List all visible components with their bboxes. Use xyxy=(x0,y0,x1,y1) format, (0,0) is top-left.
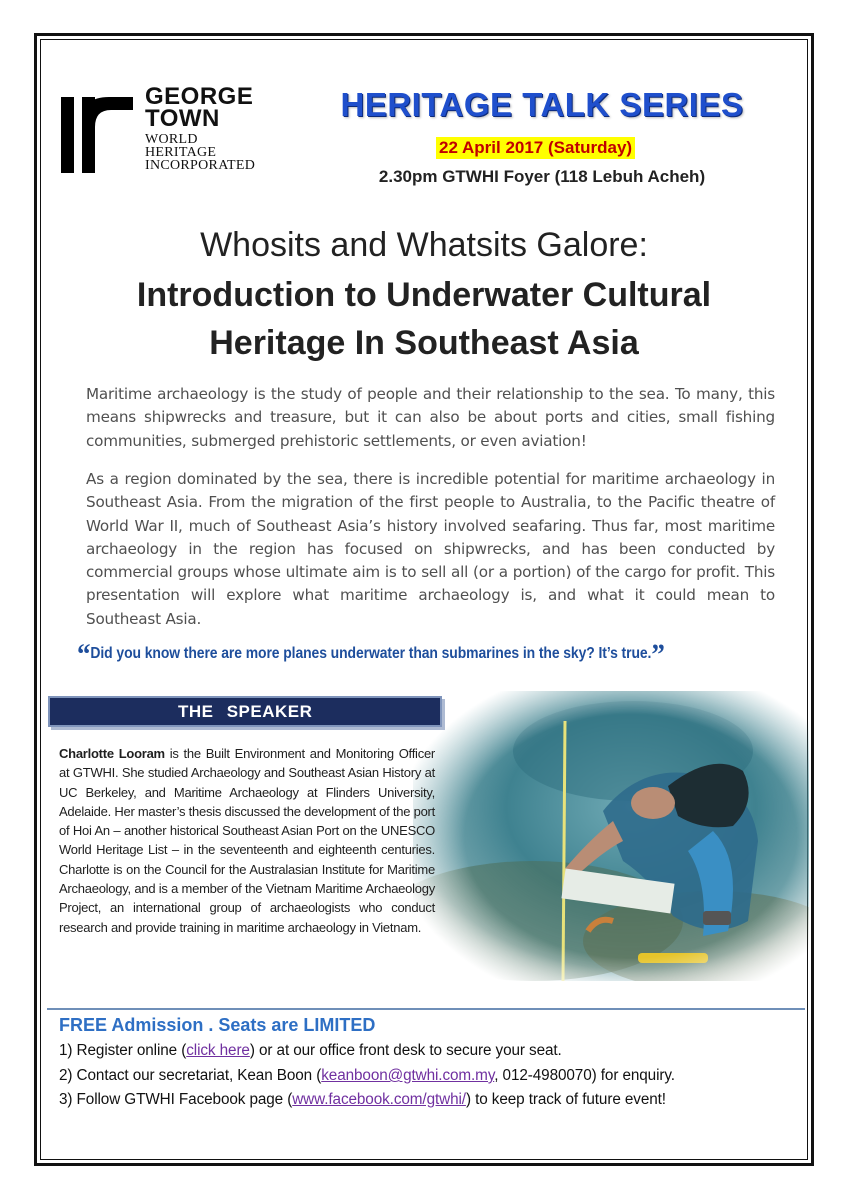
quote-open-mark: “ xyxy=(77,638,91,671)
register-text-end: ) or at our office front desk to secure your seat. xyxy=(249,1042,562,1059)
talk-title-line-2: Introduction to Underwater Cultural xyxy=(136,276,712,314)
logo-mark-icon xyxy=(59,91,135,173)
logo-line-george: GEORGE xyxy=(145,83,254,110)
facebook-link[interactable]: www.facebook.com/gtwhi/ xyxy=(292,1091,466,1108)
gtwhi-logo xyxy=(59,83,309,186)
speaker-name: Charlotte Looram xyxy=(59,746,165,761)
description-paragraph-2: As a region dominated by the sea, there is incredible potential for maritime archaeology in Southeast Asia. From the migration of the first people to Australia, to the Pacific theatre of World War II, much of Southeast Asia’s history involved seafaring. Thus far, most maritime archaeology in the region has focused on shipwrecks, and has been conducted by commercial groups whose ultimate aim is to sell all (or a portion) of the cargo for profit. This presentation will explore what maritime archaeology is, and what it could mean to Southeast Asia. xyxy=(86,470,775,628)
poster-frame xyxy=(34,33,814,1166)
quote-text: Did you know there are more planes underwater than submarines in the sky? It’s true. xyxy=(90,645,652,662)
admission-title: FREE Admission . Seats are LIMITED xyxy=(59,1015,376,1035)
logo-line-world: WORLD xyxy=(145,132,198,147)
event-date: 22 April 2017 (Saturday) xyxy=(436,137,635,159)
speaker-section-bar xyxy=(48,696,442,727)
talk-title-line-1: Whosits and Whatsits Galore: xyxy=(200,226,648,264)
facebook-text: 3) Follow GTWHI Facebook page ( xyxy=(59,1091,293,1108)
series-title: HERITAGE TALK SERIES xyxy=(340,86,744,123)
talk-title-line-3: Heritage In Southeast Asia xyxy=(209,324,639,362)
logo-wordmark xyxy=(145,83,256,173)
logo-line-town: TOWN xyxy=(145,105,220,132)
facebook-text-end: ) to keep track of future event! xyxy=(465,1091,666,1108)
pull-quote xyxy=(77,638,725,672)
speaker-bio-text: is the Built Environment and Monitoring Officer at GTWHI. She studied Archaeology and Southeast Asian History at UC Berkeley, and Maritime Archaeology at Flinders University, Adelaide. Her master’s thesis discussed the development of the port of Hoi An – another historical Southeast Asian Port on the UNESCO World Heritage List – in the seventeenth and eighteenth centuries. Charlotte is on the Council for the Australasian Institute for Maritime Archaeology, and is a member of the Vietnam Maritime Archaeology Project, an international group of archaeologists who conduct research and provide training in maritime archaeology in Vietnam. xyxy=(59,746,435,935)
description-paragraph-1: Maritime archaeology is the study of people and their relationship to the sea. To many, this means shipwrecks and treasure, but it can also be about ports and cities, small fishing communities, submerged prehistoric settlements, or even aviation! xyxy=(86,385,775,450)
contact-text: 2) Contact our secretariat, Kean Boon ( xyxy=(59,1067,322,1084)
register-text: 1) Register online ( xyxy=(59,1042,187,1059)
quote-close-mark: ” xyxy=(651,638,665,671)
contact-line xyxy=(59,1067,675,1085)
register-line xyxy=(59,1042,562,1060)
contact-text-end: , 012-4980070) for enquiry. xyxy=(494,1067,675,1084)
speaker-diving-photo xyxy=(413,691,809,981)
email-link[interactable]: keanboon@gtwhi.com.my xyxy=(321,1067,495,1084)
logo-line-heritage: HERITAGE xyxy=(145,145,217,160)
section-divider xyxy=(47,1008,805,1010)
facebook-line xyxy=(59,1091,666,1109)
speaker-heading: THE SPEAKER xyxy=(178,702,313,721)
event-venue: 2.30pm GTWHI Foyer (118 Lebuh Acheh) xyxy=(378,167,706,186)
speaker-bio xyxy=(59,744,435,937)
register-link[interactable]: click here xyxy=(186,1042,250,1059)
logo-line-incorporated: INCORPORATED xyxy=(145,158,256,173)
